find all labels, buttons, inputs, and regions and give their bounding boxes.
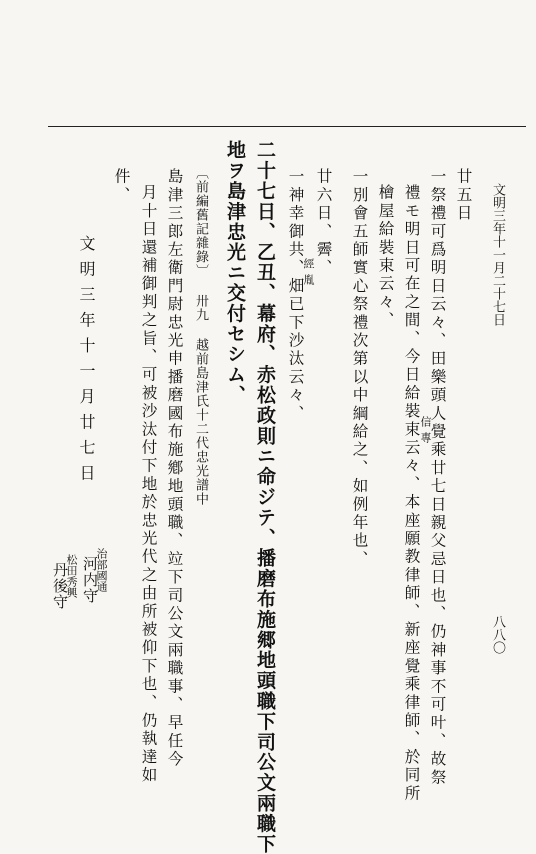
text-line-5: 一別會五師實心祭禮次第以中綱給之、如例年也、 <box>350 168 369 569</box>
text-line-6: 廿六日、霽、 <box>314 168 333 278</box>
text-line-4: 檜屋給裝束云々、 <box>376 184 395 330</box>
text-line-9: 地ヲ島津忠光ニ交付セシム、 <box>224 140 246 406</box>
header-rule <box>48 126 526 127</box>
signatory-2-name: 松田秀興 <box>65 554 78 598</box>
signatory-1-title: 河内守 <box>81 556 99 604</box>
annotation-keigen: 經胤 <box>302 258 315 290</box>
text-line-8: 二十七日、乙丑、幕府、赤松政則ニ命ジテ、播磨布施郷地頭職下司公文兩職下 <box>254 140 276 854</box>
text-line-10: 島津三郎左衛門尉忠光申播磨國布施鄕地頭職、竝下司公文兩職事、早任今 <box>165 168 184 769</box>
signatory-1-name: 治部國通 <box>95 548 108 592</box>
text-line-3: 禮モ明日可在之間、今日給裝束云々、本座願教律師、新座覺乘律師、於同所 <box>402 184 421 803</box>
signatory-2-title: 丹後守 <box>51 562 69 610</box>
source-citation: 〔前編舊記雜錄〕 卅九 越前島津氏十二代忠光譜中 <box>193 166 208 506</box>
document-date: 文明三年十一月廿七日 <box>77 235 96 490</box>
running-title: 文明三年十一月二十七日 <box>490 183 505 326</box>
text-line-11: 月十日還補御判之旨、可被沙汰付下地於忠光代之由所被仰下也、仍執達如 <box>139 184 158 785</box>
text-line-2: 一祭禮可爲明日云々、田樂頭人覺乘廿七日親父忌日也、仍神事不可叶、故祭 <box>428 168 447 787</box>
page-number: 八八〇 <box>490 615 505 654</box>
text-line-7: 一神幸御共、畑已下沙汰云々、 <box>286 168 305 423</box>
text-line-1: 廿五日 <box>454 168 473 223</box>
annotation-shitsuji: 信專 <box>419 416 432 448</box>
text-line-12: 件、 <box>112 168 131 205</box>
